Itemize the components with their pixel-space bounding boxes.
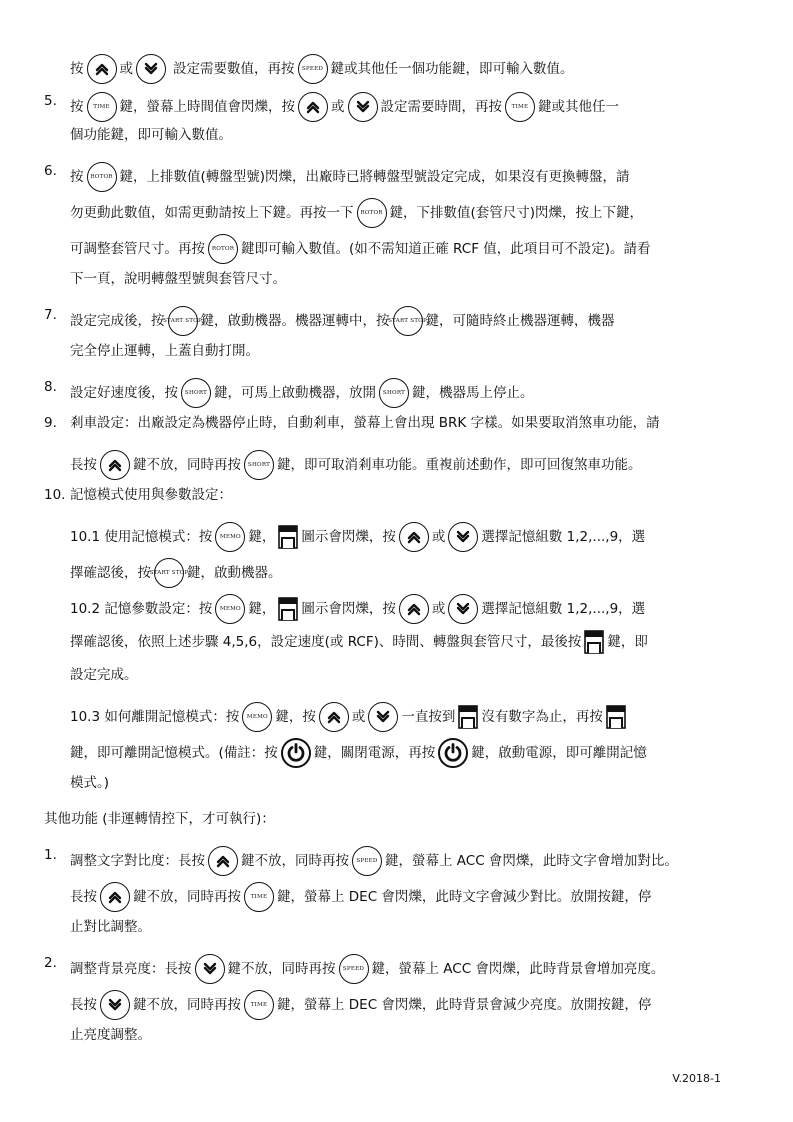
rotor-key-icon: ROTOR [357,198,387,228]
line-o2c: 止亮度調整。 [70,1027,151,1043]
line-7b: 完全停止運轉，上蓋自動打開。 [70,343,259,359]
time-key-icon: TIME [244,882,274,912]
line-9b: 長按 鍵不放，同時再按 SHORT 鍵，即可取消剎車功能。重複前述動作，即可回復煞車功能。 [70,450,642,480]
time-key-icon: TIME [505,92,535,122]
item-number: 2. [44,955,57,971]
short-key-icon: SHORT [181,378,211,408]
line-10-2a: 10.2 記憶參數設定：按 MEMO 鍵， 圖示會閃爍，按 或 選擇記憶組數 1,2,...,9，選 [70,594,645,624]
down-arrow-icon [448,594,478,624]
other-functions-heading: 其他功能 (非運轉情控下，才可執行)： [44,811,275,827]
line-o2a: 調整背景亮度：長按 鍵不放，同時再按 SPEED 鍵，螢幕上 ACC 會閃爍，此時背景會增加亮度。 [70,954,664,984]
short-key-icon: SHORT [379,378,409,408]
memo-key-icon: MEMO [215,594,245,624]
version-footer: V.2018-1 [672,1072,721,1085]
memory-icon [584,630,604,654]
memory-icon [278,525,298,549]
up-arrow-icon [298,92,328,122]
line-6b: 勿更動此數值，如需更動請按上下鍵。再按一下 ROTOR 鍵，下排數值(套管尺寸)閃爍，按上下鍵， [70,198,643,228]
memory-icon [278,597,298,621]
up-arrow-icon [100,882,130,912]
memory-icon [606,705,626,729]
down-arrow-icon [195,954,225,984]
line-6a: 按 ROTOR 鍵，上排數值(轉盤型號)閃爍，出廠時已將轉盤型號設定完成，如果沒有更換轉盤，請 [70,162,630,192]
memo-key-icon: MEMO [215,522,245,552]
item-number: 6. [44,163,57,179]
up-arrow-icon [208,846,238,876]
line-o1a: 調整文字對比度：長按 鍵不放，同時再按 SPEED 鍵，螢幕上 ACC 會閃爍，此時文字會增加對比。 [70,846,678,876]
item-number: 10. [44,487,66,503]
rotor-key-icon: ROTOR [87,162,117,192]
line-10-3a: 10.3 如何離開記憶模式：按 MEMO 鍵，按 或 一直按到 沒有數字為止，再按 [70,702,629,732]
up-arrow-icon [319,702,349,732]
line-1: 按 或 設定需要數值，再按 SPEED 鍵或其他任一個功能鍵，即可輸入數值。 [70,54,574,84]
line-5a: 按 TIME 鍵，螢幕上時間值會閃爍，按 或 設定需要時間，再按 TIME 鍵或其他任一 [70,92,619,122]
memo-key-icon: MEMO [242,702,272,732]
item-number: 5. [44,93,57,109]
item-number: 9. [44,415,57,431]
rotor-key-icon: ROTOR [208,234,238,264]
line-9a: 剎車設定：出廠設定為機器停止時，自動剎車，螢幕上會出現 BRK 字樣。如果要取消煞車功能，請 [70,415,660,431]
line-10-2c: 設定完成。 [70,667,138,683]
line-5b: 個功能鍵，即可輸入數值。 [70,127,232,143]
line-10-1b: 擇確認後，按 START STOP 鍵，啟動機器。 [70,558,282,588]
up-arrow-icon [87,54,117,84]
start-stop-key-icon: START STOP [154,558,184,588]
line-7a: 設定完成後，按 START STOP 鍵，啟動機器。機器運轉中，按 START STOP 鍵，可隨時終止機器運轉，機器 [70,306,615,336]
line-o1b: 長按 鍵不放，同時再按 TIME 鍵，螢幕上 DEC 會閃爍，此時文字會減少對比。放開按鍵，停 [70,882,651,912]
down-arrow-icon [348,92,378,122]
line-10-1a: 10.1 使用記憶模式：按 MEMO 鍵， 圖示會閃爍，按 或 選擇記憶組數 1,2,...,9，選 [70,522,645,552]
power-icon [281,738,311,768]
line-10: 記憶模式使用與參數設定： [70,487,232,503]
up-arrow-icon [100,450,130,480]
speed-key-icon: SPEED [352,846,382,876]
start-stop-key-icon: START STOP [393,306,423,336]
line-o1c: 止對比調整。 [70,919,151,935]
start-stop-key-icon: START STOP [168,306,198,336]
up-arrow-icon [399,594,429,624]
down-arrow-icon [100,990,130,1020]
line-o2b: 長按 鍵不放，同時再按 TIME 鍵，螢幕上 DEC 會閃爍，此時背景會減少亮度。放開按鍵，停 [70,990,651,1020]
time-key-icon: TIME [244,990,274,1020]
memory-icon [458,705,478,729]
item-number: 8. [44,379,57,395]
down-arrow-icon [448,522,478,552]
item-number: 1. [44,847,57,863]
speed-key-icon: SPEED [339,954,369,984]
line-6d: 下一頁，說明轉盤型號與套管尺寸。 [70,271,286,287]
down-arrow-icon [136,54,166,84]
line-8: 設定好速度後，按 SHORT 鍵，可馬上啟動機器，放開 SHORT 鍵，機器馬上停止。 [70,378,534,408]
power-icon [438,738,468,768]
down-arrow-icon [368,702,398,732]
line-10-3c: 模式。) [70,775,110,791]
time-key-icon: TIME [87,92,117,122]
line-6c: 可調整套管尺寸。再按 ROTOR 鍵即可輸入數值。(如不需知道正確 RCF 值，此項目可不設定)。請看 [70,234,651,264]
line-10-2b: 擇確認後，依照上述步驟 4,5,6，設定速度(或 RCF)、時間、轉盤與套管尺寸，最後按 鍵，即 [70,630,648,654]
item-number: 7. [44,307,57,323]
line-10-3b: 鍵，即可離開記憶模式。(備註：按 鍵，關閉電源，再按 鍵，啟動電源，即可離開記憶 [70,738,647,768]
short-key-icon: SHORT [244,450,274,480]
speed-key-icon: SPEED [298,54,328,84]
up-arrow-icon [399,522,429,552]
